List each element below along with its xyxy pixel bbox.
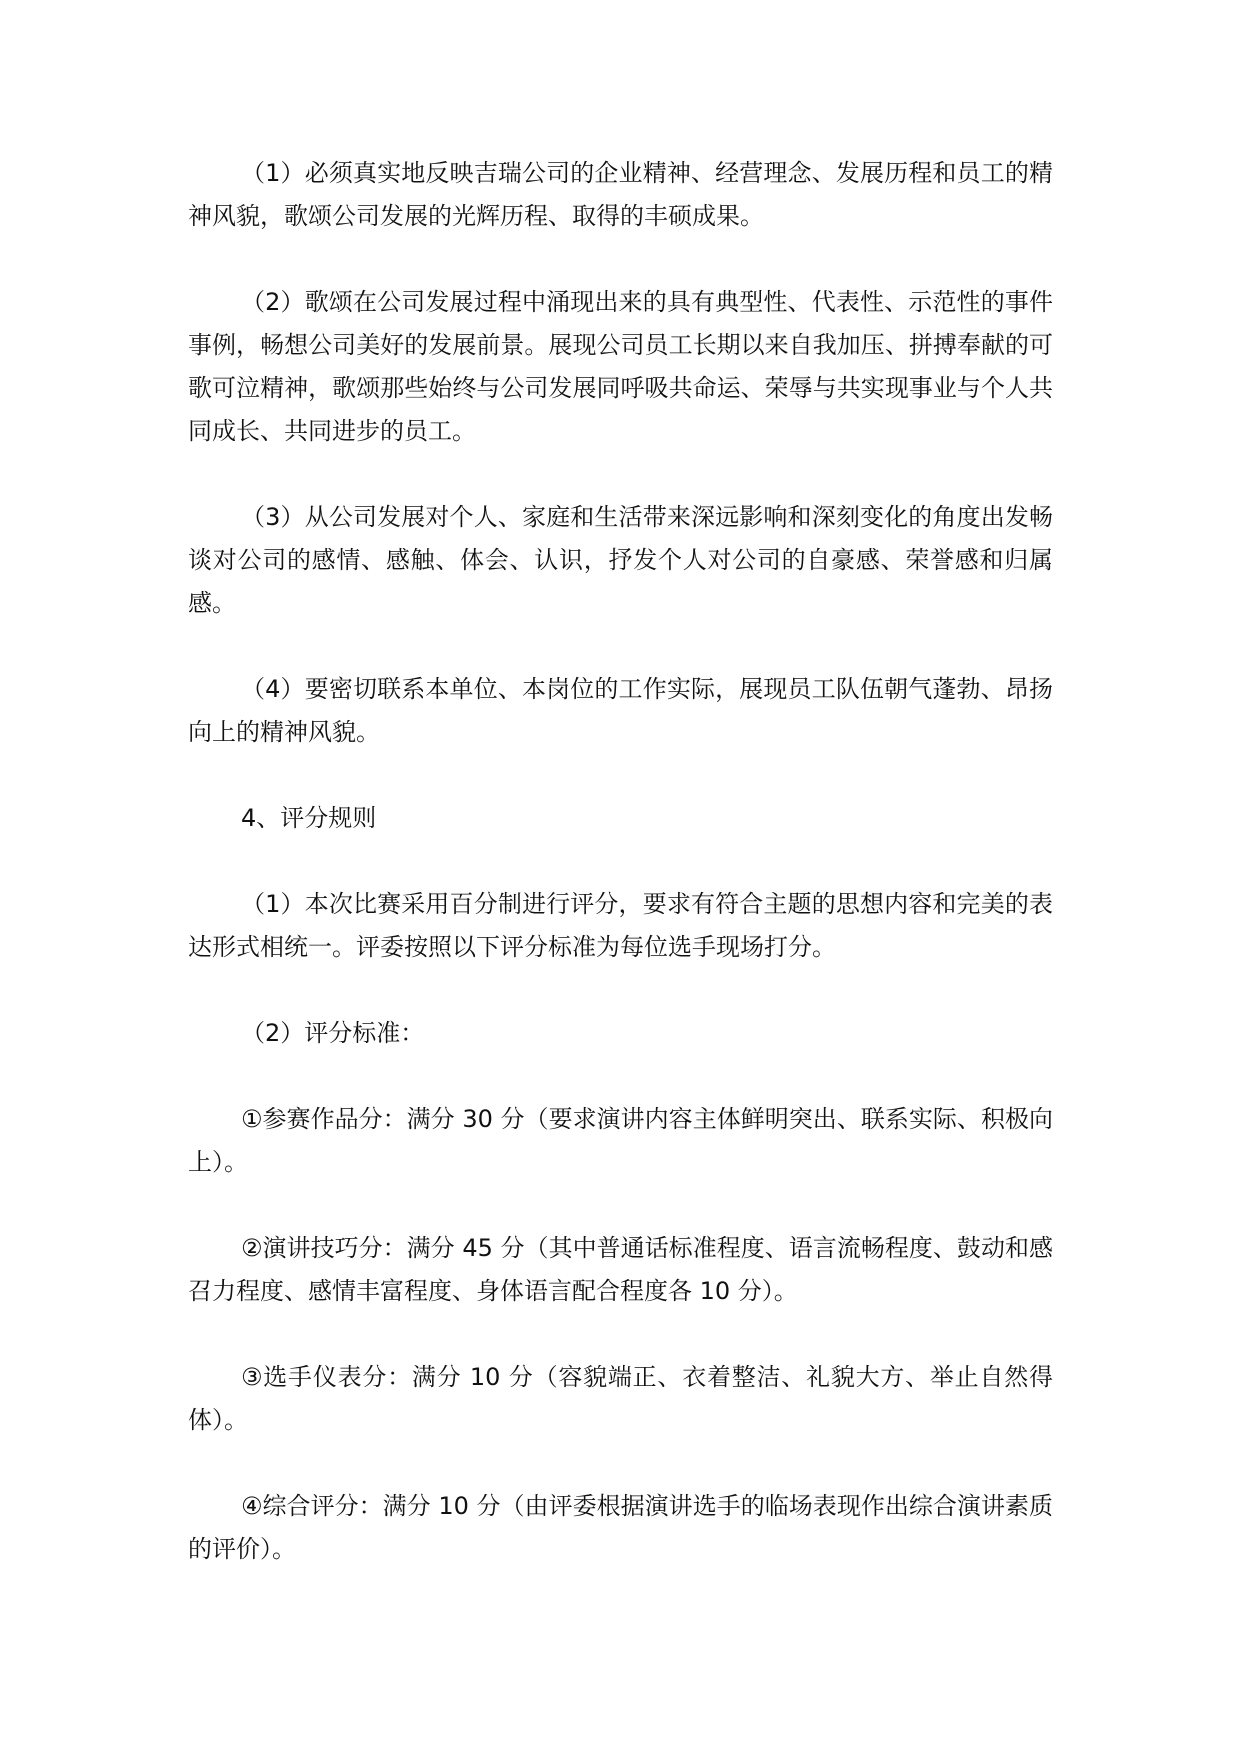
section-heading-scoring-rules: 4、评分规则 xyxy=(241,804,377,832)
score-item-appearance-paragraph: ③选手仪表分：满分 10 分（容貌端正、衣着整洁、礼貌大方、举止自然得体）。 xyxy=(188,1363,1053,1434)
score-item-entry-paragraph: ①参赛作品分：满分 30 分（要求演讲内容主体鲜明突出、联系实际、积极向上）。 xyxy=(188,1105,1053,1176)
requirement-4-paragraph: （4）要密切联系本单位、本岗位的工作实际，展现员工队伍朝气蓬勃、昂扬向上的精神风貌。 xyxy=(188,675,1053,746)
scoring-standard-heading: （2）评分标准： xyxy=(241,1019,425,1047)
requirement-3-paragraph: （3）从公司发展对个人、家庭和生活带来深远影响和深刻变化的角度出发畅谈对公司的感情、感触、体会、认识，抒发个人对公司的自豪感、荣誉感和归属感。 xyxy=(188,503,1053,617)
requirement-1-paragraph: （1）必须真实地反映吉瑞公司的企业精神、经营理念、发展历程和员工的精神风貌，歌颂公司发展的光辉历程、取得的丰硕成果。 xyxy=(188,159,1053,230)
score-item-skill-paragraph: ②演讲技巧分：满分 45 分（其中普通话标准程度、语言流畅程度、鼓动和感召力程度、感情丰富程度、身体语言配合程度各 10 分）。 xyxy=(188,1234,1053,1305)
requirement-2-paragraph: （2）歌颂在公司发展过程中涌现出来的具有典型性、代表性、示范性的事件事例，畅想公司美好的发展前景。展现公司员工长期以来自我加压、拼搏奉献的可歌可泣精神，歌颂那些始终与公司发展同呼吸共命运、荣辱与共实现事业与个人共同成长、共同进步的员工。 xyxy=(188,288,1053,445)
score-item-overall-paragraph: ④综合评分：满分 10 分（由评委根据演讲选手的临场表现作出综合演讲素质的评价）。 xyxy=(188,1492,1053,1563)
scoring-rule-1-paragraph: （1）本次比赛采用百分制进行评分，要求有符合主题的思想内容和完美的表达形式相统一。评委按照以下评分标准为每位选手现场打分。 xyxy=(188,890,1053,961)
document-body xyxy=(188,152,1053,1571)
